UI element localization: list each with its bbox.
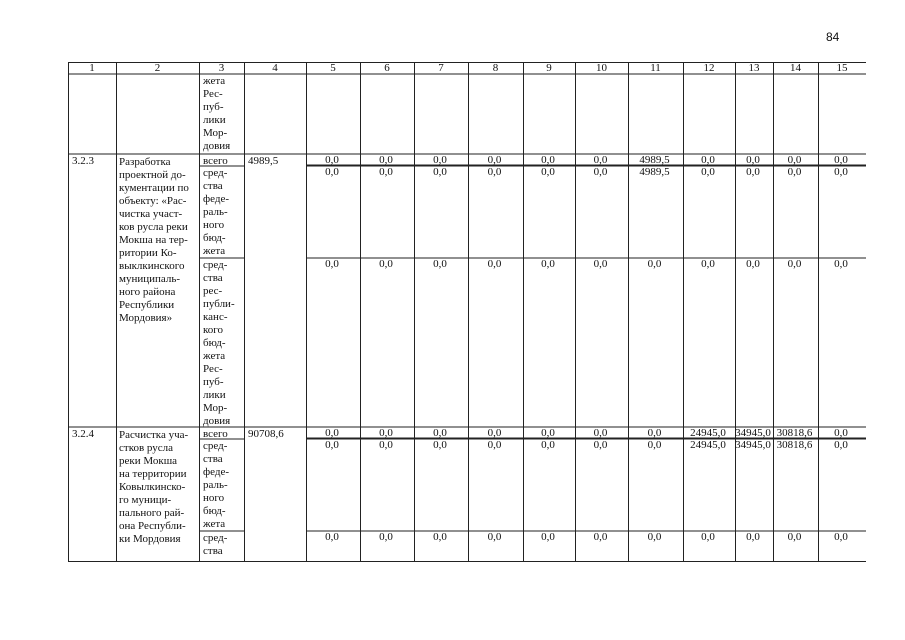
column-header-9: 9 [546, 62, 552, 74]
fragment-line: жета [203, 75, 226, 87]
source-label-line: Рес- [203, 363, 223, 375]
value-cell: 0,0 [325, 166, 339, 178]
value-cell: 0,0 [433, 154, 447, 166]
value-cell: 0,0 [379, 258, 393, 270]
row-name-line: она Республи- [119, 520, 186, 532]
value-cell: 0,0 [433, 166, 447, 178]
column-header-13: 13 [748, 62, 760, 74]
page-number: 84 [826, 30, 840, 44]
value-cell: 0,0 [379, 427, 393, 439]
fragment-line: довия [203, 140, 231, 152]
fragment-line: лики [203, 114, 226, 126]
column-header-6: 6 [384, 62, 390, 74]
value-cell: 0,0 [834, 154, 848, 166]
value-cell: 0,0 [541, 154, 555, 166]
row-name-line: ков русла реки [119, 221, 188, 233]
source-label-line: кого [203, 324, 224, 336]
column-header-11: 11 [650, 62, 661, 74]
source-label-line: сред- [203, 440, 228, 452]
column-header-10: 10 [596, 62, 607, 74]
row-name-line: пального рай- [119, 507, 185, 519]
value-cell: 0,0 [593, 258, 608, 270]
value-cell: 0,0 [593, 531, 608, 543]
column-header-1: 1 [89, 62, 95, 74]
value-cell: 30818,6 [776, 427, 813, 439]
value-cell: 0,0 [647, 439, 662, 451]
row-name-line: проектной до- [119, 169, 186, 181]
column-header-14: 14 [790, 62, 801, 74]
source-label-line: всего [203, 428, 228, 440]
source-label-line: пуб- [203, 376, 224, 388]
source-label-line: бюд- [203, 337, 226, 349]
value-cell: 0,0 [701, 166, 715, 178]
row-name-line: Республики [119, 299, 175, 311]
value-cell: 0,0 [487, 531, 502, 543]
value-cell: 0,0 [487, 439, 502, 451]
fragment-line: Рес- [203, 88, 223, 100]
value-cell: 0,0 [325, 154, 339, 166]
row-name-line: на территории [119, 468, 187, 480]
value-cell: 34945,0 [735, 427, 771, 439]
column-header-15: 15 [836, 62, 848, 74]
value-cell: 0,0 [487, 427, 502, 439]
value-cell: 0,0 [746, 258, 760, 270]
value-cell: 0,0 [379, 166, 393, 178]
row-code: 3.2.4 [72, 428, 94, 440]
value-cell: 0,0 [647, 531, 662, 543]
value-cell: 0,0 [701, 258, 715, 270]
source-label-line: феде- [203, 466, 230, 478]
source-label-line: жета [203, 518, 226, 530]
source-label-line: ства [203, 180, 223, 192]
budget-table [68, 62, 866, 562]
value-cell: 0,0 [379, 154, 393, 166]
row-name-line: чистка участ- [119, 208, 183, 220]
value-cell: 0,0 [325, 427, 339, 439]
source-label-line: ства [203, 453, 223, 465]
value-cell: 0,0 [746, 154, 760, 166]
value-cell: 0,0 [541, 439, 555, 451]
source-label-line: канс- [203, 311, 228, 323]
value-cell: 0,0 [433, 427, 447, 439]
value-cell: 0,0 [541, 258, 555, 270]
value-cell: 0,0 [787, 154, 802, 166]
value-cell: 0,0 [746, 531, 760, 543]
source-label-line: всего [203, 155, 228, 167]
value-cell: 0,0 [647, 427, 662, 439]
source-label-line: Мор- [203, 402, 228, 414]
source-label-line: сред- [203, 167, 228, 179]
value-cell: 0,0 [325, 439, 339, 451]
value-cell: 0,0 [834, 258, 848, 270]
row-name-line: объекту: «Рас- [119, 195, 187, 207]
row-name-line: муниципаль- [119, 273, 181, 285]
source-label-line: довия [203, 415, 231, 427]
value-cell: 24945,0 [690, 427, 726, 439]
source-label-line: раль- [203, 206, 228, 218]
source-label-line: рес- [203, 285, 223, 297]
value-cell: 0,0 [593, 439, 608, 451]
source-label-line: сред- [203, 259, 228, 271]
value-cell: 0,0 [433, 258, 447, 270]
value-cell: 0,0 [541, 427, 555, 439]
row-name-line: Ковылкинско- [119, 481, 186, 493]
value-cell: 0,0 [647, 258, 662, 270]
value-cell: 0,0 [834, 427, 848, 439]
source-label-line: жета [203, 245, 226, 257]
fragment-line: пуб- [203, 101, 224, 113]
value-cell: 0,0 [325, 258, 339, 270]
value-cell: 0,0 [746, 166, 760, 178]
value-cell: 0,0 [487, 166, 502, 178]
value-cell: 0,0 [787, 258, 802, 270]
value-cell: 30818,6 [776, 439, 813, 451]
row-name-line: го муници- [119, 494, 172, 506]
row-code: 3.2.3 [72, 155, 94, 167]
value-cell: 0,0 [593, 154, 608, 166]
source-label-line: ного [203, 219, 225, 231]
value-cell: 0,0 [834, 439, 848, 451]
source-label-line: ства [203, 272, 223, 284]
row-name-line: Мордовия» [119, 312, 173, 324]
row-name-line: реки Мокша [119, 455, 178, 467]
source-label-line: публи- [203, 298, 235, 310]
column-header-12: 12 [703, 62, 715, 74]
row-name-line: стков русла [119, 442, 174, 454]
column-header-2: 2 [154, 62, 161, 74]
value-cell: 4989,5 [639, 166, 670, 178]
column-header-4: 4 [272, 62, 278, 74]
column-header-7: 7 [438, 62, 444, 74]
value-cell: 0,0 [433, 531, 447, 543]
source-label-line: феде- [203, 193, 230, 205]
value-cell: 0,0 [787, 166, 802, 178]
value-cell: 24945,0 [690, 439, 726, 451]
fragment-line: Мор- [203, 127, 228, 139]
row-name-line: ного района [119, 286, 176, 298]
row-name-line: ритории Ко- [119, 247, 177, 259]
value-cell: 0,0 [701, 154, 715, 166]
value-cell: 0,0 [834, 531, 848, 543]
column-header-8: 8 [492, 62, 499, 74]
value-cell: 0,0 [593, 166, 608, 178]
value-cell: 4989,5 [639, 154, 670, 166]
value-cell: 0,0 [701, 531, 715, 543]
value-cell: 0,0 [541, 166, 555, 178]
value-cell: 0,0 [487, 154, 502, 166]
row-name-line: Расчистка уча- [119, 429, 189, 441]
source-label-line: лики [203, 389, 226, 401]
source-label-line: раль- [203, 479, 228, 491]
source-label-line: бюд- [203, 505, 226, 517]
source-label-line: ства [203, 545, 223, 557]
table-grid [68, 62, 866, 562]
value-cell: 0,0 [487, 258, 502, 270]
row-name-line: Разработка [119, 156, 171, 168]
row-name-line: кументации по [119, 182, 189, 194]
value-cell: 0,0 [379, 531, 393, 543]
value-cell: 0,0 [379, 439, 393, 451]
value-cell: 34945,0 [735, 439, 771, 451]
source-label-line: бюд- [203, 232, 226, 244]
source-label-line: жета [203, 350, 226, 362]
column-header-5: 5 [330, 62, 336, 74]
value-cell: 0,0 [433, 439, 447, 451]
value-cell: 0,0 [593, 427, 608, 439]
row-name-line: ки Мордовия [119, 533, 181, 545]
row-total: 4989,5 [248, 155, 279, 167]
row-total: 90708,6 [248, 428, 284, 440]
value-cell: 0,0 [834, 166, 848, 178]
value-cell: 0,0 [787, 531, 802, 543]
value-cell: 0,0 [325, 531, 339, 543]
row-name-line: выклкинского [119, 260, 185, 272]
row-name-line: Мокша на тер- [119, 234, 188, 246]
value-cell: 0,0 [541, 531, 555, 543]
source-label-line: сред- [203, 532, 228, 544]
column-header-3: 3 [218, 62, 225, 74]
source-label-line: ного [203, 492, 225, 504]
